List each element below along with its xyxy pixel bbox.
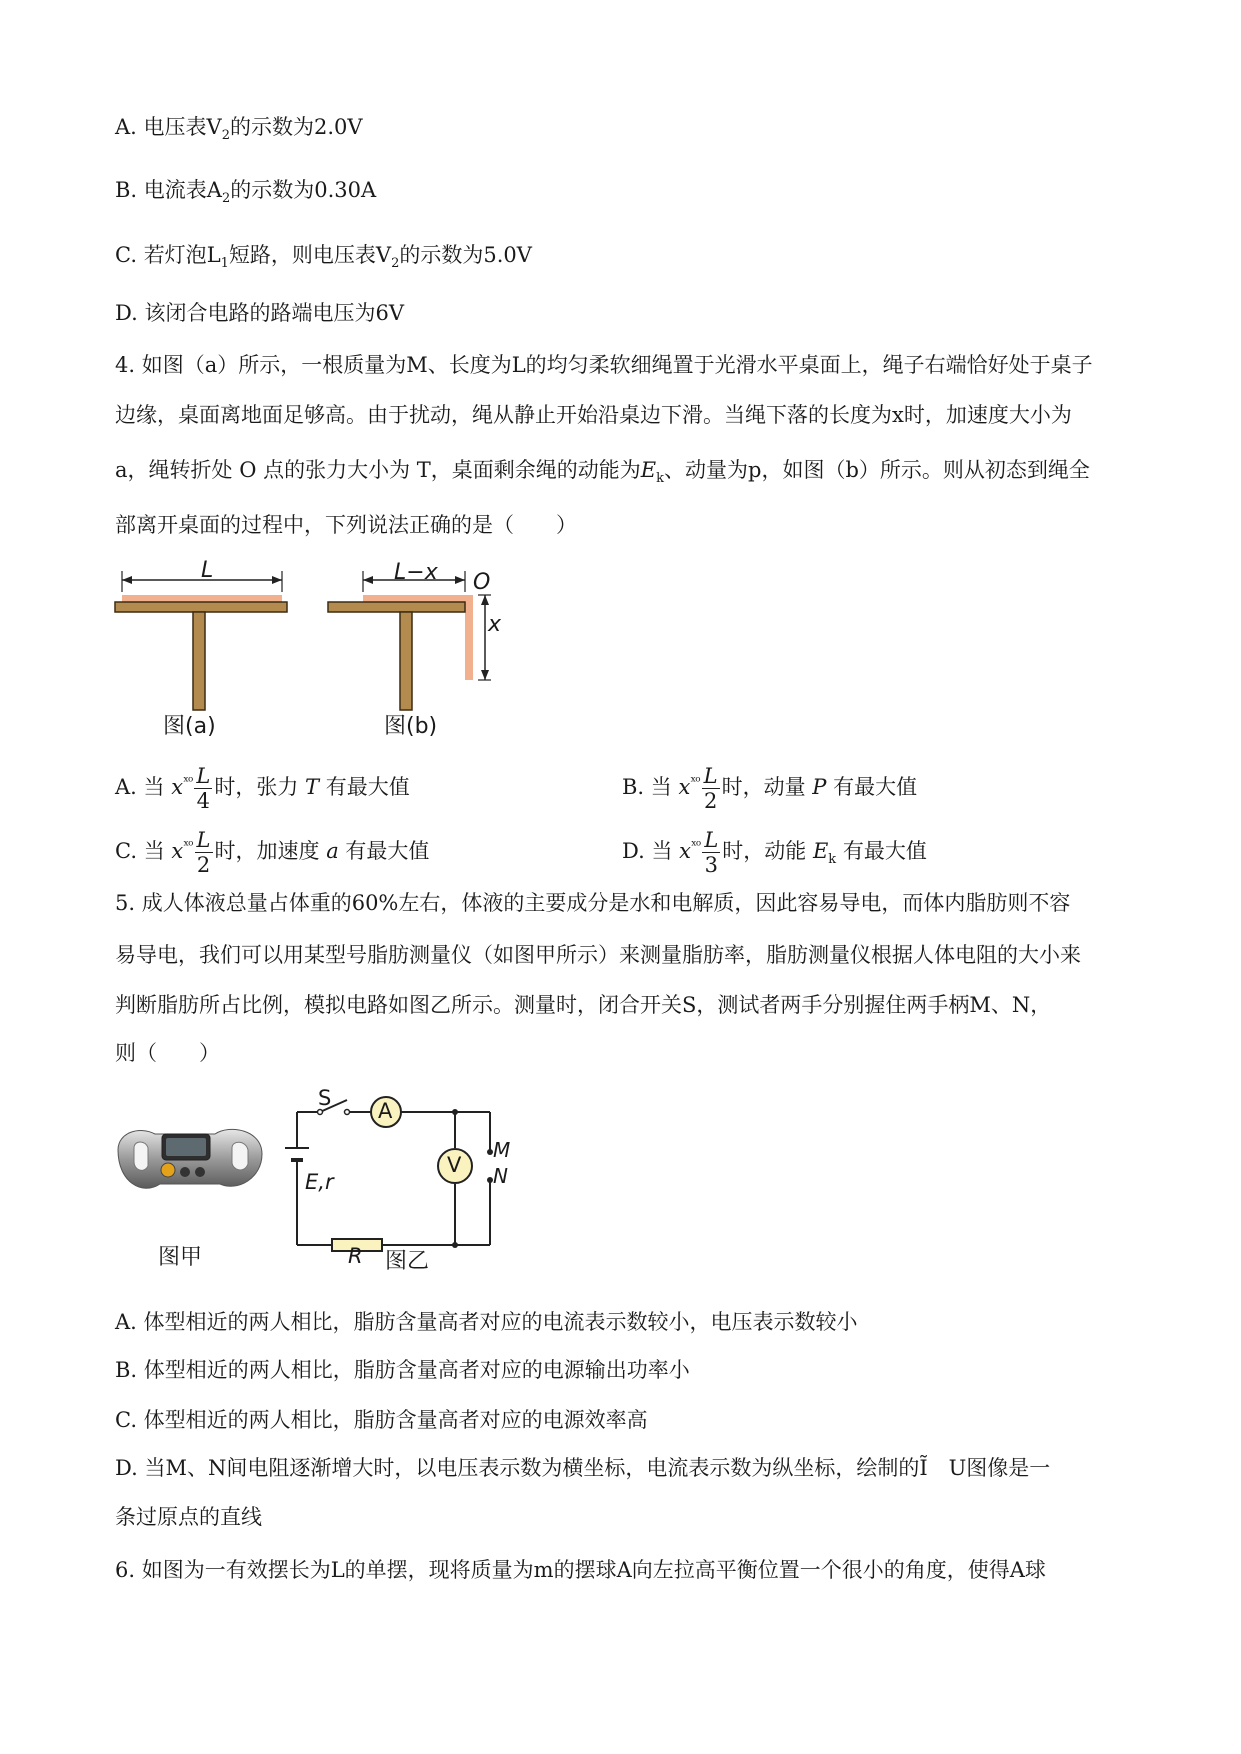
- q4-option-b: B. 当 $x^{ˣᵒ}$ $\frac{L}{2}$ 时，动量 P 有最大值: [622, 764, 918, 813]
- fig-b-label-O: O: [473, 570, 491, 595]
- q3-option-a: A. 电压表$V_2$的示数为2.0V: [115, 115, 363, 144]
- q4-option-c: C. 当 $x^{ˣᵒ}$ $\frac{L}{2}$ 时，加速度 a 有最大值: [115, 828, 430, 877]
- q5-stem-line3: 判断脂肪所占比例，模拟电路如图乙所示。测量时，闭合开关S，测试者两手分别握住两手柄M、N，: [115, 993, 1052, 1017]
- fig-jia-caption: 图甲: [158, 1245, 203, 1270]
- circuit-label-V: V: [447, 1153, 462, 1177]
- q5-option-d-line2: 条过原点的直线: [115, 1505, 262, 1529]
- q4-stem-line1: 4. 如图（a）所示，一根质量为M、长度为L的均匀柔软细绳置于光滑水平桌面上，绳子右端恰好处于桌子: [115, 353, 1093, 377]
- q5-option-a: A. 体型相近的两人相比，脂肪含量高者对应的电流表示数较小，电压表示数较小: [115, 1310, 858, 1334]
- q6-stem-line1: 6. 如图为一有效摆长为L的单摆，现将质量为m的摆球A向左拉高平衡位置一个很小的角度，使得A球: [115, 1558, 1046, 1582]
- q4-stem-line4: 部离开桌面的过程中，下列说法正确的是（ ）: [115, 513, 577, 537]
- q4-option-d: D. 当 $x^{ˣᵒ}$ $\frac{L}{3}$ 时，动能 $E_k$ 有最大值: [622, 828, 927, 877]
- q4-option-a: A. 当 $x^{ˣᵒ}$ $\frac{L}{4}$ 时，张力 T 有最大值: [115, 764, 410, 813]
- fig-b-label-x: x: [488, 612, 502, 637]
- q5-stem-line2: 易导电，我们可以用某型号脂肪测量仪（如图甲所示）来测量脂肪率，脂肪测量仪根据人体电阻的大小来: [115, 943, 1081, 967]
- fig-b-caption: 图(b): [384, 714, 438, 739]
- circuit-label-N: N: [493, 1164, 508, 1188]
- q5-option-b: B. 体型相近的两人相比，脂肪含量高者对应的电源输出功率小: [115, 1358, 690, 1382]
- q4-stem-line2: 边缘，桌面离地面足够高。由于扰动，绳从静止开始沿桌边下滑。当绳下落的长度为x时，加速度大小为: [115, 403, 1072, 427]
- fig-yi-caption: 图乙: [385, 1249, 430, 1274]
- q5-option-d-line1: D. 当M、N间电阻逐渐增大时，以电压表示数为横坐标，电流表示数为纵坐标，绘制的Ĩ U图像是一: [115, 1456, 1051, 1480]
- figure-a: [110, 568, 290, 718]
- q3-option-b: B. 电流表$A_2$的示数为0.30A: [115, 178, 377, 207]
- fat-meter-image: [110, 1120, 270, 1210]
- circuit-label-S: S: [318, 1086, 332, 1110]
- q5-stem-line1: 5. 成人体液总量占体重的60%左右，体液的主要成分是水和电解质，因此容易导电，而体内脂肪则不容: [115, 891, 1071, 915]
- q5-stem-line4: 则（ ）: [115, 1041, 220, 1065]
- circuit-label-R: R: [348, 1244, 363, 1268]
- circuit-label-Er: E,r: [305, 1170, 334, 1194]
- circuit-label-A: A: [378, 1099, 393, 1123]
- q5-option-c: C. 体型相近的两人相比，脂肪含量高者对应的电源效率高: [115, 1408, 648, 1432]
- q3-option-d: D. 该闭合电路的路端电压为6V: [115, 301, 404, 325]
- fig-a-caption: 图(a): [163, 714, 216, 739]
- circuit-label-M: M: [493, 1138, 511, 1162]
- q3-option-c: C. 若灯泡$L_1$短路，则电压表$V_2$的示数为5.0V: [115, 243, 532, 272]
- fig-a-label-L: L: [201, 558, 214, 583]
- q4-stem-line3: a，绳转折处 O 点的张力大小为 T，桌面剩余绳的动能为$E_k$、动量为p，如图（b）所示。则从初态到绳全: [115, 458, 1090, 487]
- fig-b-label-Lx: L−x: [394, 560, 438, 585]
